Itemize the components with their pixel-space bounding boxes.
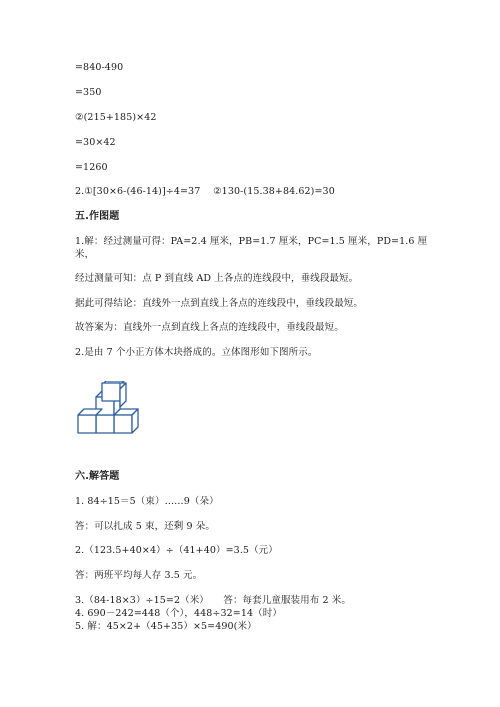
solution-line: 5. 解：45×2+（45+35）×5=490(米） [75,621,257,632]
cube-face [96,415,114,433]
section-heading-drawing: 五.作图题 [75,211,120,222]
cube-face [114,415,132,433]
answer-paragraph: 1.解：经过测量可得：PA=2.4 厘米，PB=1.7 厘米，PC=1.5 厘米，PD=1.6 厘米， [75,236,428,260]
solution-line: 2.（123.5+40×4）÷（41+40）=3.5（元） [75,545,278,556]
solution-line: 4. 690－242=448（个），448÷32=14（时） [75,608,282,619]
calc-line: =840-490 [75,62,124,73]
calc-line: 2.①[30×6-(46-14)]÷4=37 ②130-(15.38+84.62)=30 [75,186,335,197]
calc-line: ②(215+185)×42 [75,112,157,123]
solution-line: 答：可以扎成 5 束，还剩 9 朵。 [75,521,215,532]
answer-paragraph: 经过测量可知：点 P 到直线 AD 上各点的连线段中，垂线段最短。 [75,273,359,284]
section-heading-solutions: 六.解答题 [75,471,120,482]
solution-line: 3.（84-18×3）÷15=2（米） 答：每套儿童服装用布 2 米。 [75,595,351,606]
answer-paragraph: 据此可得结论：直线外一点到直线上各点的连线段中，垂线段最短。 [75,298,364,309]
calc-line: =30×42 [75,137,116,148]
solution-line: 答：两班平均每人存 3.5 元。 [75,570,203,581]
cube-face [78,415,96,433]
answer-paragraph: 2.是由 7 个小正方体木块搭成的。立体图形如下图所示。 [75,347,318,358]
calc-line: =350 [75,87,102,98]
cube-figure [76,381,140,441]
answer-paragraph: 故答案为：直线外一点到直线上各点的连线段中，垂线段最短。 [75,322,344,333]
solution-line: 1. 84÷15＝5（束）……9（朵） [75,496,219,507]
cube-face [102,383,120,401]
calc-line: =1260 [75,162,108,173]
